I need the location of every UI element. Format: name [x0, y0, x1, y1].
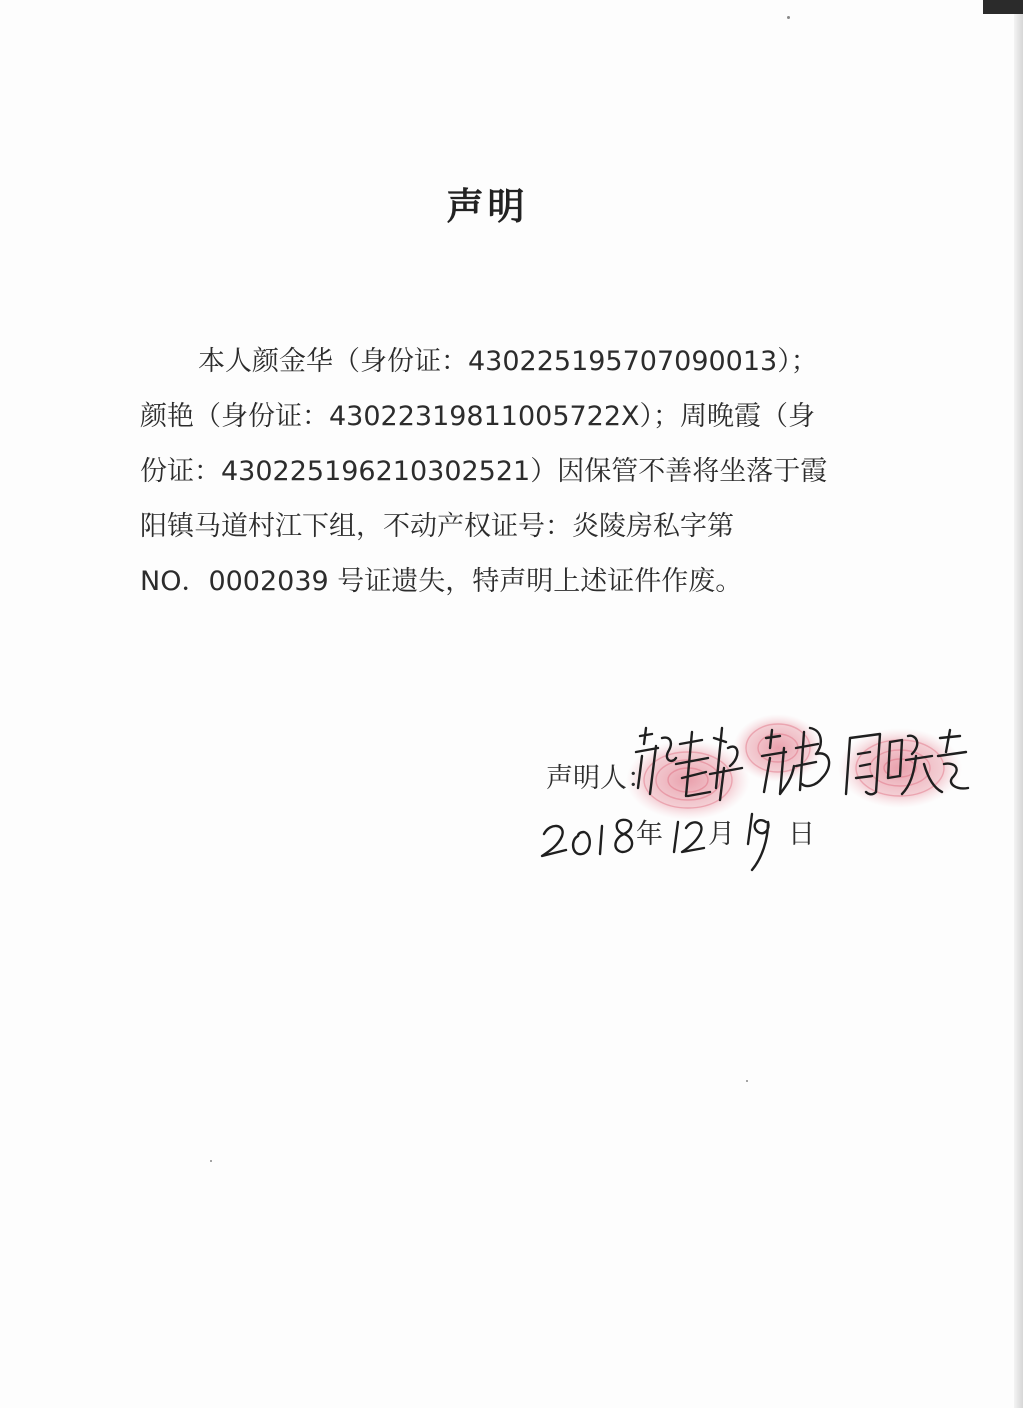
day-char: 日	[788, 819, 815, 850]
body-line: 阳镇马道村江下组，不动产权证号：炎陵房私字第	[140, 511, 734, 542]
signature-date	[540, 800, 840, 890]
scan-speck	[746, 1080, 748, 1082]
body-line: NO．0002039 号证遗失，特声明上述证件作废。	[140, 566, 743, 597]
signer-label: 声明人：	[546, 763, 654, 794]
declaration-body	[140, 334, 840, 609]
year-char: 年	[636, 819, 663, 850]
body-line: 颜艳（身份证：43022319811005722X）；周晚霞（身	[140, 401, 816, 432]
body-line: 本人颜金华（身份证：430225195707090013）；	[198, 346, 818, 377]
scan-corner-mark	[983, 0, 1023, 14]
month-char: 月	[708, 819, 735, 850]
scan-speck	[210, 1160, 212, 1162]
scan-edge-shadow	[1014, 0, 1023, 1408]
body-line: 份证：430225196210302521）因保管不善将坐落于霞	[140, 456, 828, 487]
scan-speck	[787, 16, 790, 19]
document-title: 声明	[446, 185, 529, 228]
